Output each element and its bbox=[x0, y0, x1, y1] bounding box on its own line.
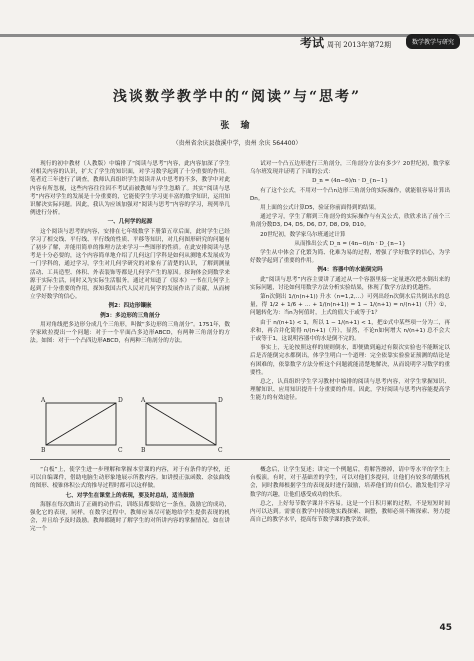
paragraph: 总之，认真组织学生学习教材中编排的阅读与思考内容，对学生掌握知识、理解知识、应用知识提升十分重要的作用。因此，学好阅读与思考内容能提高学生能力的有效途径。 bbox=[250, 379, 450, 402]
section-divider bbox=[30, 459, 450, 460]
paragraph: 现行的初中教材（人教版）中编排了“阅读与思考”内容，此内容加深了学生对相关内容的认识，扩大了学生的知识面，对学习数学起到了十分重要的作用。笔者近三年进行了调查，教师认真组织学生阅读并从中思考的不多，教学中对此内容有所忽视，这些内容往往因不考试而被教师与学生忽略了。其实“阅读与思考”内容对学生的发展是十分重要的，它能使学生学习更丰富的数学知识，运用知识解决实际问题。因此，我认为应该加强对“阅读与思考”内容的学习，现列举几例进行分析。 bbox=[30, 161, 230, 217]
paragraph: “白板”上，使学生进一步理解和掌握本堂课的内容，对于有条件的学校，还可以自编课件，借助电脑生动形象地展示所教内容。如讲授正弦函数、余弦曲线的图形、棱锥体积公式的推导过程时都可以这样做。 bbox=[30, 467, 230, 490]
paragraph: 由于 n/(n+1) < 1，所以 1 − 1/(n+1) < 1，把①式中某些项一分为二，再求和，再合并化简得 n/(n+1)（升），显然，不论n如何增大 n/(n+1) 总不会大于或等于1，这说明容器中的水是倒不完的。 bbox=[250, 319, 450, 343]
section-heading: 一、几何学的起源 bbox=[107, 219, 153, 226]
bottom-right-column bbox=[250, 466, 450, 525]
paragraph: 事实上，无论按照这样的规则倒水，即便做到遍过有限次实验也不能断定以后是否能倒完水都倒出，体学生明白一个道理：完全依靠实验验证预测的结论是有困难的，依靠数学方法分析这个问题就能清楚地解决，从而说明学习数学的重要性。 bbox=[250, 345, 450, 376]
paragraph: 用上面的公式计算D5，验证你前面得到的结果。 bbox=[260, 205, 380, 212]
header-rule bbox=[0, 34, 474, 37]
paragraph: 有了这个公式，不用对一个凸n边形三角剖分的实际操作，就能很容易计算出Dn。 bbox=[250, 187, 450, 202]
article-title: 浅谈数学教学中的“阅读”与“思考” bbox=[112, 89, 362, 105]
svg-text:C: C bbox=[118, 447, 123, 454]
formula: 从而推出公式 D_n = (4n−6)/n · D_{n−1} bbox=[294, 240, 406, 247]
paragraph: 20世纪初，数学家乌尔班通过计算 bbox=[260, 231, 346, 238]
section-heading: 例2：四边形镶嵌 bbox=[108, 303, 152, 310]
svg-text:A: A bbox=[41, 397, 46, 404]
paragraph: 此“阅读与思考”内容主要讲了通过从一个容器里接一定量逐次把水倒出来的实际问题，讨论如何用数学方法分析实验结果，体现了数学方法的优越性。 bbox=[250, 276, 450, 291]
page-header bbox=[0, 0, 474, 50]
paragraph: 通过学习，学生了解到三角剖分的实际操作与有关公式，欣欣求出了前个三角剖分数D3, D4, D5, D6, D7, D8, D9, D10。 bbox=[250, 214, 450, 229]
paragraph: 用对角线把多边形分成几个三角形，叫做“多边形的三角剖分”。1751年，数学家欧拉提出一个问题：对于一个平面凸多边形ABCD，有两种三角剖分的方法。如图：对于一个凸四边形ABCD，有两种三角剖分的方法。 bbox=[30, 321, 230, 345]
right-column bbox=[250, 160, 450, 404]
section-heading: 例3：多边形的三角剖分 bbox=[100, 312, 160, 319]
paragraph: 总之，上好每节数学课并不容易。这是一个日积月累的过程，不是短短时间内可以达到。需要在教学中持续地实践探索、调整，教师必须不断探索、努力提高自己的教学水平，提高每节数学课的教学效率。 bbox=[250, 500, 450, 524]
svg-text:A: A bbox=[141, 397, 146, 404]
svg-text:D: D bbox=[118, 397, 123, 404]
bottom-left-column bbox=[30, 466, 230, 535]
left-column bbox=[30, 160, 230, 346]
svg-text:D: D bbox=[218, 397, 223, 404]
paragraph: 概念后，让学生复述；讲完一个例题后，将解答擦掉，请中等水平的学生上台板演。有时，对于基础差的学生，可以对他们多提问，让他们有较多的锻炼机会，同时教师根据学生的表现及时进行鼓励，培养他们的自信心，激发他们学习数学的兴趣，让他们感受成功的快乐。 bbox=[250, 467, 450, 498]
section-heading: 例4：容器中的水能倒完吗 bbox=[317, 267, 383, 274]
formula: D_n = (4n−6)/n · D_{n−1} bbox=[312, 178, 388, 185]
issue-label: 周刊 2013年第72期 bbox=[327, 41, 391, 49]
paragraph: 试对一个凸五边形进行三角剖分，三角剖分方法有多少？20世纪初，数学家乌尔班发现并证明了下面的公式： bbox=[250, 161, 450, 176]
paragraph: 学生从中体会了化繁为简、化难为易的过程，增强了学好数学的信心，为学好数学起到了重要的作用。 bbox=[250, 250, 450, 265]
magazine-name: 考试 周刊 2013年第72期 bbox=[300, 36, 391, 50]
section-tag: 数学教学与研究 bbox=[406, 34, 460, 49]
article-author: 张 瑜 bbox=[220, 121, 254, 131]
quadrilateral-figure bbox=[36, 395, 226, 455]
paragraph: 这个阅读与思考的内容，安排在七年级数学下册第五章后面，此时学生已经学习了相交线、平行线、平行线的性质、平移等知识，对几何图形研究的问题有了初步了解，并能用简单的推理方法来学习一些图形的性质。在此安排阅读与思考是十分必要的，这个内容简单地介绍了几何这门学科是如何从测地术发展成为一门学科的，通过学习，学生对几何学研究的对象有了清楚的认识，了解到测量活动、工具造型、体积、外表装饰等都是几何学产生的原因。探询体会到数学来源于实际生活，同时又为实际生活服务。通过对知道了《原本》一书在几何学上起到了十分重要的作用，探知我国古代人民对几何学的发展作出了贡献，从而树立学好数学的信心。 bbox=[30, 228, 230, 301]
section-heading: 七、对学生在课堂上的表现，要及时总结，适当鼓励 bbox=[65, 492, 195, 499]
author-affiliation: （贵州省余庆县敖溪中学，贵州 余庆 564400） bbox=[172, 140, 302, 147]
svg-text:B: B bbox=[141, 447, 146, 454]
paragraph: 第n次倒出 1/(n(n+1)) 升水（n=1,2,…）可列出经n次倒水后共倒出水的总量，得 1/2 + 1/6 + … + 1/(n(n+1)) = 1 − 1/(n+1) = n/(n+1)（升）①，问题转化为：当n为何值时，上式的值大于或等于1？ bbox=[250, 294, 450, 317]
svg-text:B: B bbox=[41, 447, 46, 454]
paragraph: 海豚在每次做出了正确的动作后，训练员都要给它一条鱼，鼓励它的成功，强化它的表现，同样，在数学过程中，教师应该尽可能地给学生提供表现的机会，并且给予及时鼓励。教师都随时了解学生的对所讲内容的掌握情况。如在讲完一个 bbox=[30, 501, 230, 533]
svg-text:C: C bbox=[218, 447, 223, 454]
page-number: 45 bbox=[439, 623, 452, 633]
